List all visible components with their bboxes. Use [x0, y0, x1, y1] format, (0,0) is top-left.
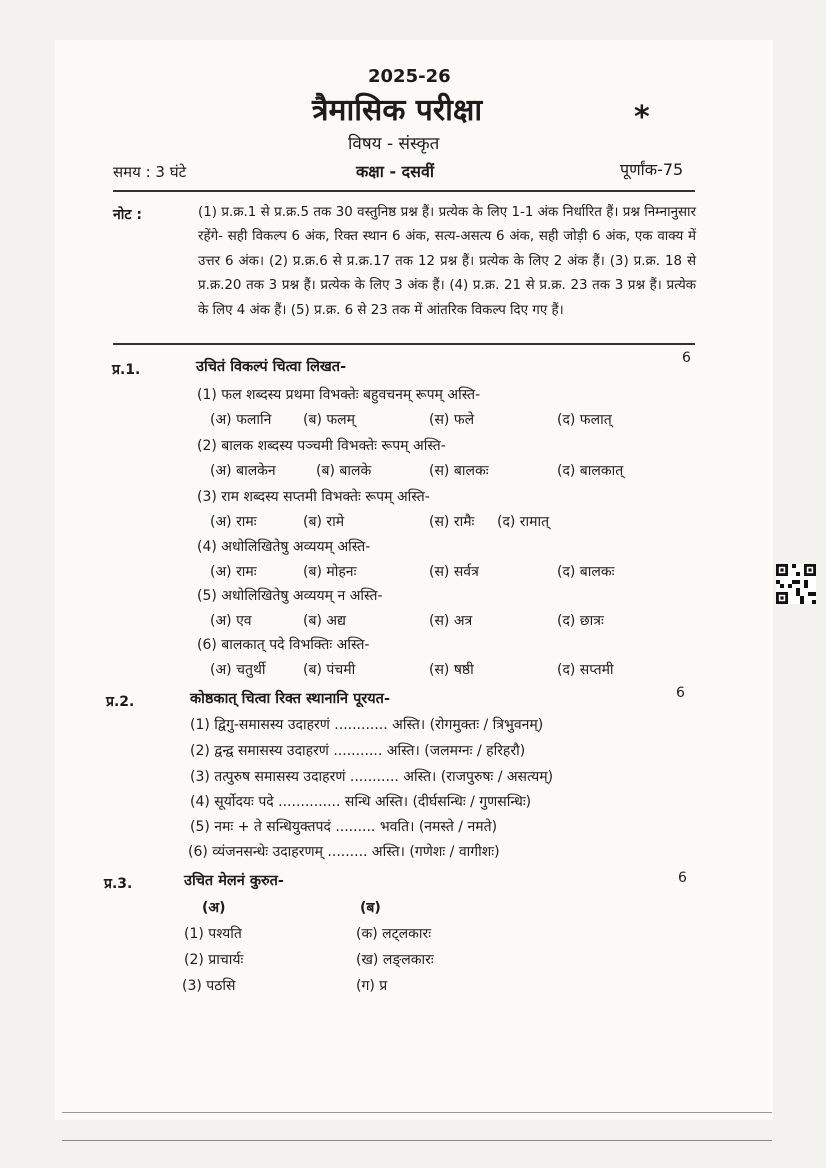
- q1-item-4-option-c: (स) सर्वत्र: [429, 564, 479, 580]
- q1-marks: 6: [682, 350, 691, 366]
- q1-item-1-option-c: (स) फले: [429, 412, 475, 428]
- q3-marks: 6: [678, 870, 687, 886]
- note-rule: [113, 343, 695, 345]
- q3-row-1-b: (क) लट्लकारः: [356, 926, 432, 942]
- q1-item-2-option-c: (स) बालकः: [429, 463, 489, 479]
- time-allowed: समय : 3 घंटे: [113, 163, 187, 181]
- class-line: कक्षा - दसवीं: [356, 162, 435, 181]
- q1-item-3-option-d: (द) रामात्: [497, 514, 550, 530]
- q1-item-5: (5) अधोलिखितेषु अव्ययम् न अस्ति-: [197, 588, 383, 604]
- q1-item-1-option-d: (द) फलात्: [557, 412, 612, 428]
- q3-row-2-b: (ख) लङ्लकारः: [356, 952, 434, 968]
- max-marks: पूर्णांक-75: [620, 160, 684, 179]
- note-text: (1) प्र.क्र.1 से प्र.क्र.5 तक 30 वस्तुनिष्ठ प्रश्न हैं। प्रत्येक के लिए 1-1 अंक निर्धारित हैं। प्रश्न निम्नानुसार रहेंगे- सही विकल्प 6 अंक, रिक्त स्थान 6 अंक, सत्य-असत्य 6 अंक, सही जोड़ी 6 अंक, एक वाक्य में उत्तर 6 अंक। (2) प्र.क्र.6 से प्र.क्र.17 तक 12 प्रश्न हैं। प्रत्येक के लिए 2 अंक हैं। (3) प्र.क्र. 18 से प्र.क्र.20 तक 3 प्रश्न हैं। प्रत्येक के लिए 3 अंक हैं। (4) प्र.क्र. 21 से प्र.क्र. 23 तक 3 प्रश्न हैं। प्रत्येक के लिए 4 अंक हैं। (5) प्र.क्र. 6 से 23 तक में आंतरिक विकल्प दिए गए हैं।: [198, 205, 696, 318]
- q1-item-1-option-a: (अ) फलानि: [210, 412, 272, 428]
- exam-title: त्रैमासिक परीक्षा: [312, 93, 483, 128]
- q3-heading: उचित मेलनं कुरुत-: [184, 873, 284, 889]
- note-label: नोट :: [113, 207, 142, 223]
- q1-item-5-option-b: (ब) अद्य: [303, 613, 346, 629]
- q2-item-2: (2) द्वन्द्व समासस्य उदाहरणं ........... अस्ति। (जलमग्नः / हरिहरौ): [190, 743, 526, 759]
- q1-item-4-option-a: (अ) रामः: [210, 564, 257, 580]
- exam-year: 2025-26: [368, 66, 451, 87]
- star-mark: *: [634, 100, 650, 135]
- q1-item-1-option-b: (ब) फलम्: [303, 412, 356, 428]
- q1-item-5-option-a: (अ) एव: [210, 613, 252, 629]
- q2-number: प्र.2.: [106, 694, 135, 710]
- q3-column-a-header: (अ): [202, 900, 226, 916]
- q1-item-5-option-d: (द) छात्रः: [557, 613, 604, 629]
- q1-item-3-option-a: (अ) रामः: [210, 514, 257, 530]
- header-rule: [113, 190, 695, 192]
- q1-item-5-option-c: (स) अत्र: [429, 613, 473, 629]
- q1-item-4: (4) अधोलिखितेषु अव्ययम् अस्ति-: [197, 539, 371, 555]
- q1-heading: उचितं विकल्पं चित्वा लिखत-: [196, 359, 347, 375]
- q1-item-3-option-b: (ब) रामे: [303, 514, 345, 530]
- q1-item-4-option-d: (द) बालकः: [557, 564, 615, 580]
- q3-number: प्र.3.: [104, 876, 133, 892]
- q3-row-3-b: (ग) प्र: [356, 978, 388, 994]
- q1-item-2-option-a: (अ) बालकेन: [210, 463, 276, 479]
- subject-line: विषय - संस्कृत: [348, 134, 440, 154]
- q1-item-4-option-b: (ब) मोहनः: [303, 564, 357, 580]
- q1-item-2-option-b: (ब) बालके: [316, 463, 372, 479]
- q3-row-2-a: (2) प्राचार्यः: [184, 952, 244, 968]
- q3-row-1-a: (1) पश्यति: [184, 926, 242, 942]
- q1-item-1: (1) फल शब्दस्य प्रथमा विभक्तेः बहुवचनम् रूपम् अस्ति-: [197, 387, 481, 403]
- q1-item-2-option-d: (द) बालकात्: [557, 463, 624, 479]
- q1-item-6-option-c: (स) षष्ठी: [429, 662, 474, 678]
- q3-row-3-a: (3) पठसि: [182, 978, 236, 994]
- q2-heading: कोष्ठकात् चित्वा रिक्त स्थानानि पूरयत-: [190, 691, 390, 707]
- q1-item-6-option-b: (ब) पंचमी: [303, 662, 356, 678]
- q1-item-3-option-c: (स) रामैः: [429, 514, 475, 530]
- q2-marks: 6: [676, 685, 685, 701]
- q2-item-1: (1) द्विगु-समासस्य उदाहरणं ............ अस्ति। (रोगमुक्तः / त्रिभुवनम्): [190, 717, 544, 733]
- q3-column-b-header: (ब): [360, 900, 381, 916]
- q1-number: प्र.1.: [112, 362, 141, 378]
- q1-item-6: (6) बालकात् पदे विभक्तिः अस्ति-: [197, 637, 370, 653]
- q2-item-5: (5) नमः + ते सन्धियुक्तपदं ......... भवति। (नमस्ते / नमते): [190, 819, 498, 835]
- q1-item-6-option-d: (द) सप्तमी: [557, 662, 614, 678]
- page-edge-line: [62, 1112, 772, 1113]
- q1-item-2: (2) बालक शब्दस्य पञ्चमी विभक्तेः रूपम् अस्ति-: [197, 438, 446, 454]
- q2-item-6: (6) व्यंजनसन्धेः उदाहरणम् ......... अस्ति। (गणेशः / वागीशः): [188, 844, 500, 860]
- q2-item-4: (4) सूर्योदयः पदे .............. सन्धि अस्ति। (दीर्घसन्धिः / गुणसन्धिः): [190, 794, 532, 810]
- q1-item-6-option-a: (अ) चतुर्थी: [210, 662, 266, 678]
- qr-code-icon: [776, 564, 816, 604]
- page-edge-line-lower: [62, 1140, 772, 1141]
- q2-item-3: (3) तत्पुरुष समासस्य उदाहरणं ........... अस्ति। (राजपुरुषः / असत्यम्): [190, 769, 554, 785]
- q1-item-3: (3) राम शब्दस्य सप्तमी विभक्तेः रूपम् अस्ति-: [197, 489, 430, 505]
